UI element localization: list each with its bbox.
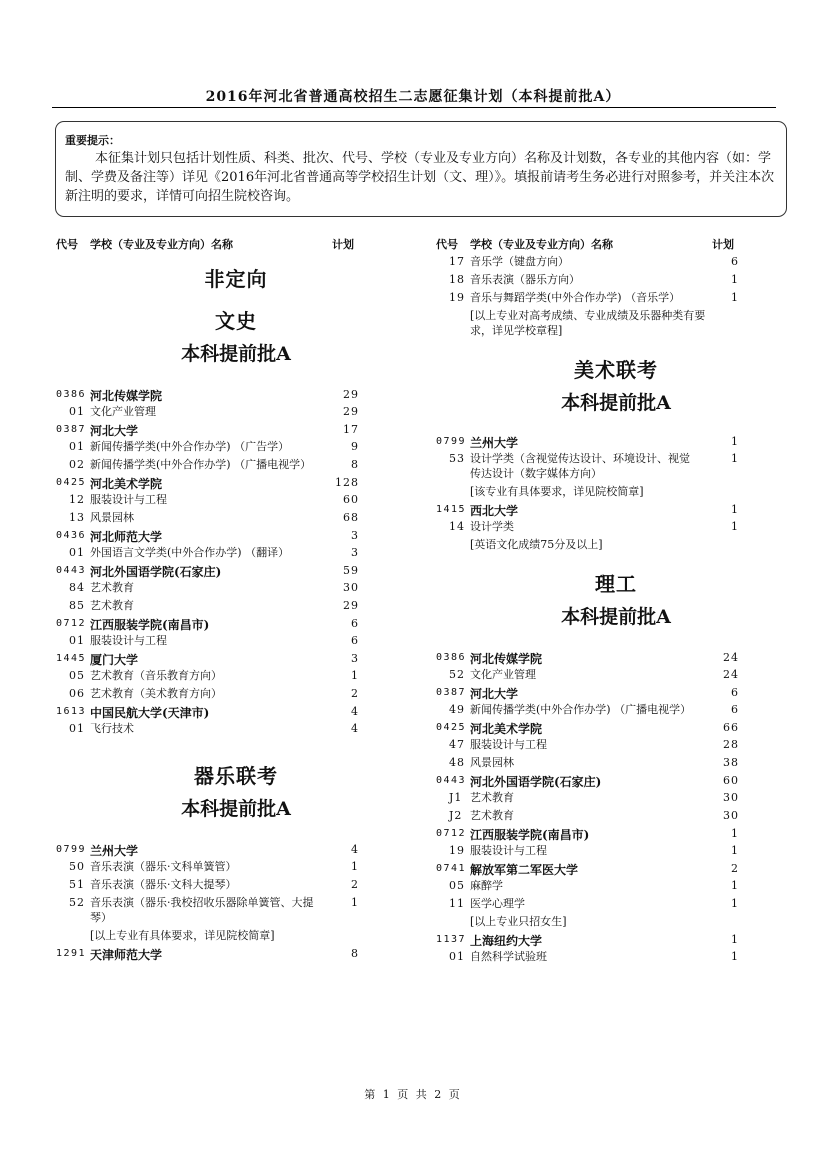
page-title: 2016年河北省普通高校招生二志愿征集计划（本科提前批A）	[205, 89, 621, 105]
major-name: 艺术教育（美术教育方向）	[90, 687, 222, 700]
major-code: J2	[449, 809, 463, 822]
school-row	[436, 685, 796, 702]
header-code: 代号	[436, 238, 458, 251]
category-title: 非定向	[204, 267, 268, 291]
major-name: 艺术教育	[470, 791, 514, 804]
major-plan: 1	[351, 896, 359, 909]
school-name: 江西服装学院(南昌市)	[470, 828, 590, 842]
school-plan: 1	[731, 827, 739, 840]
school-plan: 60	[723, 774, 739, 787]
school-row	[56, 528, 416, 545]
requirement-note: [该专业有具体要求，详见院校简章]	[470, 485, 644, 498]
school-name: 上海纽约大学	[470, 934, 543, 948]
major-name: 新闻传播学类(中外合作办学) （广播电视学）	[90, 458, 312, 471]
section-batch: 本科提前批A	[181, 798, 291, 820]
school-code: 0387	[436, 687, 467, 698]
major-row	[436, 949, 796, 964]
major-row	[56, 457, 416, 472]
section-title: 美术联考	[574, 358, 658, 382]
school-name: 河北外国语学院(石家庄)	[470, 775, 602, 789]
school-row	[56, 946, 416, 963]
major-plan: 30	[343, 581, 359, 594]
school-plan: 4	[351, 705, 359, 718]
school-plan: 2	[731, 862, 739, 875]
major-name: 音乐表演（器乐·我校招收乐器除单簧管、大提琴）	[90, 896, 314, 924]
major-row	[436, 519, 796, 534]
major-row	[56, 895, 416, 925]
section-title: 文史	[215, 309, 257, 333]
school-plan: 3	[351, 529, 359, 542]
major-code: 17	[449, 255, 465, 268]
page-footer: 第 1 页 共 2 页	[364, 1088, 462, 1101]
major-row	[436, 790, 796, 805]
school-code: 1415	[436, 504, 467, 515]
major-name: 服装设计与工程	[470, 844, 547, 857]
major-code: 01	[69, 722, 85, 735]
school-plan: 6	[351, 617, 359, 630]
major-code: 11	[449, 897, 465, 910]
major-row	[436, 808, 796, 823]
section-batch: 本科提前批A	[561, 392, 671, 414]
major-row	[56, 859, 416, 874]
major-name: 艺术教育	[90, 599, 134, 612]
school-plan: 128	[335, 476, 359, 489]
column-header	[436, 234, 796, 250]
major-code: 84	[69, 581, 85, 594]
school-plan: 4	[351, 843, 359, 856]
school-name: 河北传媒学院	[90, 389, 163, 403]
school-row	[56, 842, 416, 859]
school-code: 0443	[436, 775, 467, 786]
major-name: 设计学类	[470, 520, 514, 533]
school-name: 江西服装学院(南昌市)	[90, 618, 210, 632]
major-row	[56, 721, 416, 736]
major-plan: 30	[723, 809, 739, 822]
school-plan: 66	[723, 721, 739, 734]
header-name: 学校（专业及专业方向）名称	[470, 238, 613, 251]
major-plan: 60	[343, 493, 359, 506]
major-plan: 6	[351, 634, 359, 647]
school-code: 1445	[56, 653, 87, 664]
notice-title: 重要提示：	[65, 134, 120, 147]
major-code: 18	[449, 273, 465, 286]
school-row	[436, 861, 796, 878]
major-name: 音乐学（键盘方向）	[470, 255, 569, 268]
major-row	[436, 290, 796, 305]
major-name: 新闻传播学类(中外合作办学) （广告学）	[90, 440, 290, 453]
school-name: 中国民航大学(天津市)	[90, 706, 210, 720]
left-column	[56, 234, 416, 963]
school-code: 0425	[56, 477, 87, 488]
major-code: 51	[69, 878, 85, 891]
school-row	[436, 650, 796, 667]
major-code: 02	[69, 458, 85, 471]
requirement-note: [以上专业有具体要求，详见院校简章]	[90, 929, 275, 942]
notice-box	[55, 121, 787, 217]
school-plan: 1	[731, 503, 739, 516]
major-row	[436, 896, 796, 911]
major-row	[56, 580, 416, 595]
school-code: 1291	[56, 948, 87, 959]
requirement-note: [以上专业对高考成绩、专业成绩及乐器种类有要求，详见学校章程]	[470, 309, 706, 337]
school-code: 0443	[56, 565, 87, 576]
major-plan: 1	[731, 844, 739, 857]
major-code: 14	[449, 520, 465, 533]
major-code: 01	[69, 440, 85, 453]
school-code: 0712	[436, 828, 467, 839]
major-name: 自然科学试验班	[470, 950, 547, 963]
major-name: 设计学类（含视觉传达设计、环境设计、视觉传达设计（数字媒体方向）	[470, 452, 690, 480]
school-plan: 17	[343, 423, 359, 436]
major-code: 53	[449, 452, 465, 465]
school-plan: 3	[351, 652, 359, 665]
school-name: 河北大学	[90, 424, 139, 438]
major-code: 19	[449, 291, 465, 304]
major-code: 47	[449, 738, 465, 751]
major-name: 音乐表演（器乐方向）	[470, 273, 580, 286]
major-name: 医学心理学	[470, 897, 525, 910]
school-row	[56, 563, 416, 580]
major-code: 05	[69, 669, 85, 682]
school-name: 河北师范大学	[90, 530, 163, 544]
major-plan: 6	[731, 255, 739, 268]
school-code: 0436	[56, 530, 87, 541]
major-name: 麻醉学	[470, 879, 503, 892]
major-plan: 2	[351, 687, 359, 700]
major-plan: 38	[723, 756, 739, 769]
major-plan: 1	[731, 273, 739, 286]
major-name: 文化产业管理	[470, 668, 536, 681]
major-code: 12	[69, 493, 85, 506]
school-row	[436, 932, 796, 949]
major-name: 服装设计与工程	[470, 738, 547, 751]
major-row	[436, 843, 796, 858]
major-row	[56, 598, 416, 613]
school-code: 0741	[436, 863, 467, 874]
major-name: 外国语言文学类(中外合作办学) （翻译）	[90, 546, 290, 559]
school-name: 兰州大学	[90, 844, 139, 858]
section-batch: 本科提前批A	[181, 343, 291, 365]
school-name: 解放军第二军医大学	[470, 863, 579, 877]
header-plan: 计划	[712, 238, 734, 251]
major-plan: 1	[731, 950, 739, 963]
major-plan: 2	[351, 878, 359, 891]
major-code: 85	[69, 599, 85, 612]
major-code: 19	[449, 844, 465, 857]
notice-body: 本征集计划只包括计划性质、科类、批次、代号、学校（专业及专业方向）名称及计划数，各专业的其他内容（如：学制、学费及备注等）详见《2016年河北省普通高等学校招生计划（文、理）》。填报前请考生务必进行对照参考，并关注本次新注明的要求，详情可向招生院校咨询。	[65, 151, 775, 204]
major-name: 艺术教育	[90, 581, 134, 594]
school-list	[436, 650, 796, 964]
school-list	[436, 434, 796, 552]
requirement-note: [以上专业只招女生]	[470, 915, 567, 928]
major-row	[56, 404, 416, 419]
school-code: 0799	[436, 436, 467, 447]
school-name: 兰州大学	[470, 436, 519, 450]
major-code: 49	[449, 703, 465, 716]
major-row	[56, 633, 416, 648]
school-plan: 1	[731, 933, 739, 946]
section-batch: 本科提前批A	[561, 606, 671, 628]
major-plan: 28	[723, 738, 739, 751]
school-plan: 6	[731, 686, 739, 699]
school-code: 1137	[436, 934, 467, 945]
major-code: J1	[449, 791, 463, 804]
school-name: 河北外国语学院(石家庄)	[90, 565, 222, 579]
major-code: 52	[449, 668, 465, 681]
school-row	[436, 720, 796, 737]
requirement-note: [英语文化成绩75分及以上]	[470, 538, 603, 551]
major-name: 音乐表演（器乐·文科单簧管）	[90, 860, 237, 873]
major-plan: 3	[351, 546, 359, 559]
major-name: 艺术教育（音乐教育方向）	[90, 669, 222, 682]
major-plan: 24	[723, 668, 739, 681]
major-plan: 1	[731, 897, 739, 910]
major-row	[56, 510, 416, 525]
major-name: 风景园林	[90, 511, 134, 524]
major-row	[56, 545, 416, 560]
major-plan: 1	[731, 452, 739, 465]
school-code: 0799	[56, 844, 87, 855]
school-row	[436, 773, 796, 790]
title-rule	[52, 107, 776, 108]
major-row	[436, 755, 796, 770]
school-plan: 24	[723, 651, 739, 664]
school-name: 厦门大学	[90, 653, 139, 667]
major-code: 52	[69, 896, 85, 909]
school-code: 0386	[436, 652, 467, 663]
major-code: 06	[69, 687, 85, 700]
major-plan: 1	[731, 520, 739, 533]
major-name: 文化产业管理	[90, 405, 156, 418]
major-code: 01	[449, 950, 465, 963]
major-name: 新闻传播学类(中外合作办学) （广播电视学）	[470, 703, 692, 716]
major-name: 风景园林	[470, 756, 514, 769]
major-name: 音乐与舞蹈学类(中外合作办学) （音乐学）	[470, 291, 681, 304]
school-code: 1613	[56, 706, 87, 717]
school-name: 河北传媒学院	[470, 652, 543, 666]
major-row	[56, 877, 416, 892]
school-name: 河北美术学院	[470, 722, 543, 736]
header-plan: 计划	[332, 238, 354, 251]
school-code: 0386	[56, 389, 87, 400]
section-title: 器乐联考	[194, 764, 278, 788]
major-name: 飞行技术	[90, 722, 134, 735]
right-column	[436, 234, 796, 967]
major-plan: 68	[343, 511, 359, 524]
major-plan: 1	[731, 291, 739, 304]
major-plan: 6	[731, 703, 739, 716]
major-code: 05	[449, 879, 465, 892]
major-row	[56, 686, 416, 701]
major-row	[56, 492, 416, 507]
header-code: 代号	[56, 238, 78, 251]
school-plan: 29	[343, 388, 359, 401]
column-header	[56, 234, 416, 250]
major-plan: 4	[351, 722, 359, 735]
school-plan: 1	[731, 435, 739, 448]
major-row	[436, 702, 796, 717]
major-plan: 8	[351, 458, 359, 471]
major-code: 50	[69, 860, 85, 873]
major-plan: 29	[343, 405, 359, 418]
school-row	[56, 475, 416, 492]
school-code: 0425	[436, 722, 467, 733]
major-row	[436, 451, 796, 481]
school-list	[56, 842, 416, 963]
major-plan: 29	[343, 599, 359, 612]
school-name: 河北美术学院	[90, 477, 163, 491]
major-plan: 30	[723, 791, 739, 804]
school-plan: 59	[343, 564, 359, 577]
school-row	[56, 422, 416, 439]
major-row	[436, 878, 796, 893]
school-row	[56, 387, 416, 404]
major-code: 01	[69, 405, 85, 418]
major-row	[436, 667, 796, 682]
school-row	[56, 651, 416, 668]
major-plan: 9	[351, 440, 359, 453]
school-code: 0387	[56, 424, 87, 435]
school-row	[56, 616, 416, 633]
major-row	[56, 668, 416, 683]
major-plan: 1	[731, 879, 739, 892]
school-row	[436, 434, 796, 451]
major-code: 48	[449, 756, 465, 769]
major-plan: 1	[351, 860, 359, 873]
school-code: 0712	[56, 618, 87, 629]
school-name: 河北大学	[470, 687, 519, 701]
school-name: 西北大学	[470, 504, 519, 518]
major-row	[436, 737, 796, 752]
major-row	[436, 254, 796, 269]
continued-majors	[436, 254, 796, 338]
major-code: 01	[69, 634, 85, 647]
school-list	[56, 387, 416, 736]
major-name: 服装设计与工程	[90, 493, 167, 506]
major-code: 01	[69, 546, 85, 559]
major-plan: 1	[351, 669, 359, 682]
school-plan: 8	[351, 947, 359, 960]
major-name: 服装设计与工程	[90, 634, 167, 647]
school-row	[56, 704, 416, 721]
school-name: 天津师范大学	[90, 948, 163, 962]
school-row	[436, 502, 796, 519]
major-row	[56, 439, 416, 454]
school-row	[436, 826, 796, 843]
section-title: 理工	[595, 572, 637, 596]
major-name: 艺术教育	[470, 809, 514, 822]
major-code: 13	[69, 511, 85, 524]
major-name: 音乐表演（器乐·文科大提琴）	[90, 878, 237, 891]
major-row	[436, 272, 796, 287]
header-name: 学校（专业及专业方向）名称	[90, 238, 233, 251]
